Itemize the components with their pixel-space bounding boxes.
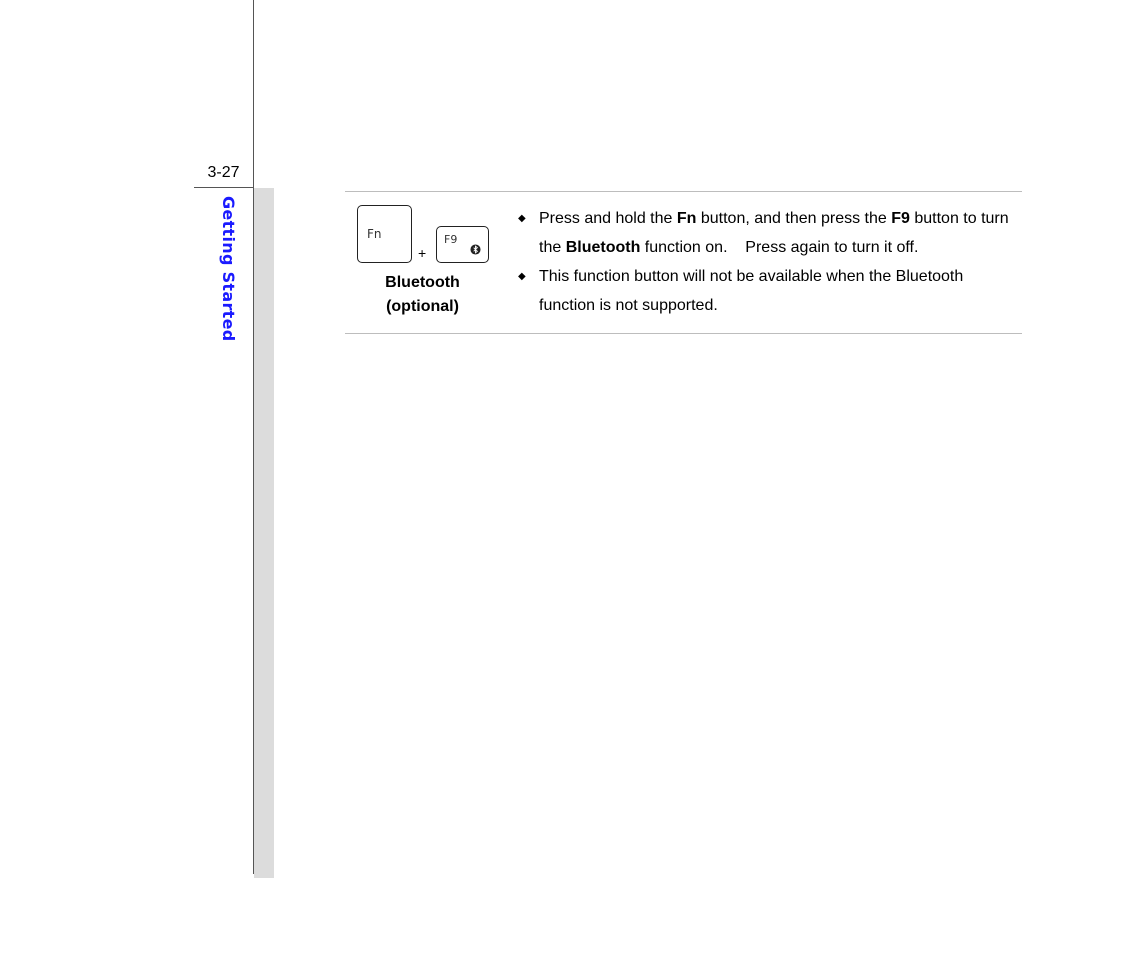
list-item xyxy=(515,204,1015,262)
key-name-fn: Fn xyxy=(676,210,697,227)
key-name-f9: F9 xyxy=(891,210,910,227)
function-note: (optional) xyxy=(386,298,459,315)
f9-key-label: F9 xyxy=(444,233,458,246)
margin-gray-bar xyxy=(254,188,274,878)
fn-key-icon xyxy=(357,205,412,263)
description-list xyxy=(515,204,1015,320)
bluetooth-icon xyxy=(470,244,481,255)
page-number: 3-27 xyxy=(194,163,253,188)
function-title: Bluetooth xyxy=(385,274,460,291)
list-item xyxy=(515,262,1015,320)
bullet-icon: ◆ xyxy=(518,213,526,224)
section-label: Getting Started xyxy=(219,196,238,342)
text-run: button, and then press the xyxy=(696,210,892,227)
bullet-icon: ◆ xyxy=(518,271,526,282)
text-run: function on. Press again to turn it off. xyxy=(640,239,919,256)
function-name xyxy=(345,271,500,319)
function-key-table xyxy=(345,191,1022,334)
plus-sign: + xyxy=(418,245,427,261)
text-run: button to turn the xyxy=(539,210,1009,256)
text-run: Press and hold the xyxy=(539,210,677,227)
text-run: This function button will not be available when the Bluetooth function is not supported. xyxy=(539,268,964,314)
feature-name-bluetooth: Bluetooth xyxy=(565,239,641,256)
f9-key-icon xyxy=(436,226,489,263)
fn-key-label: Fn xyxy=(367,227,382,241)
